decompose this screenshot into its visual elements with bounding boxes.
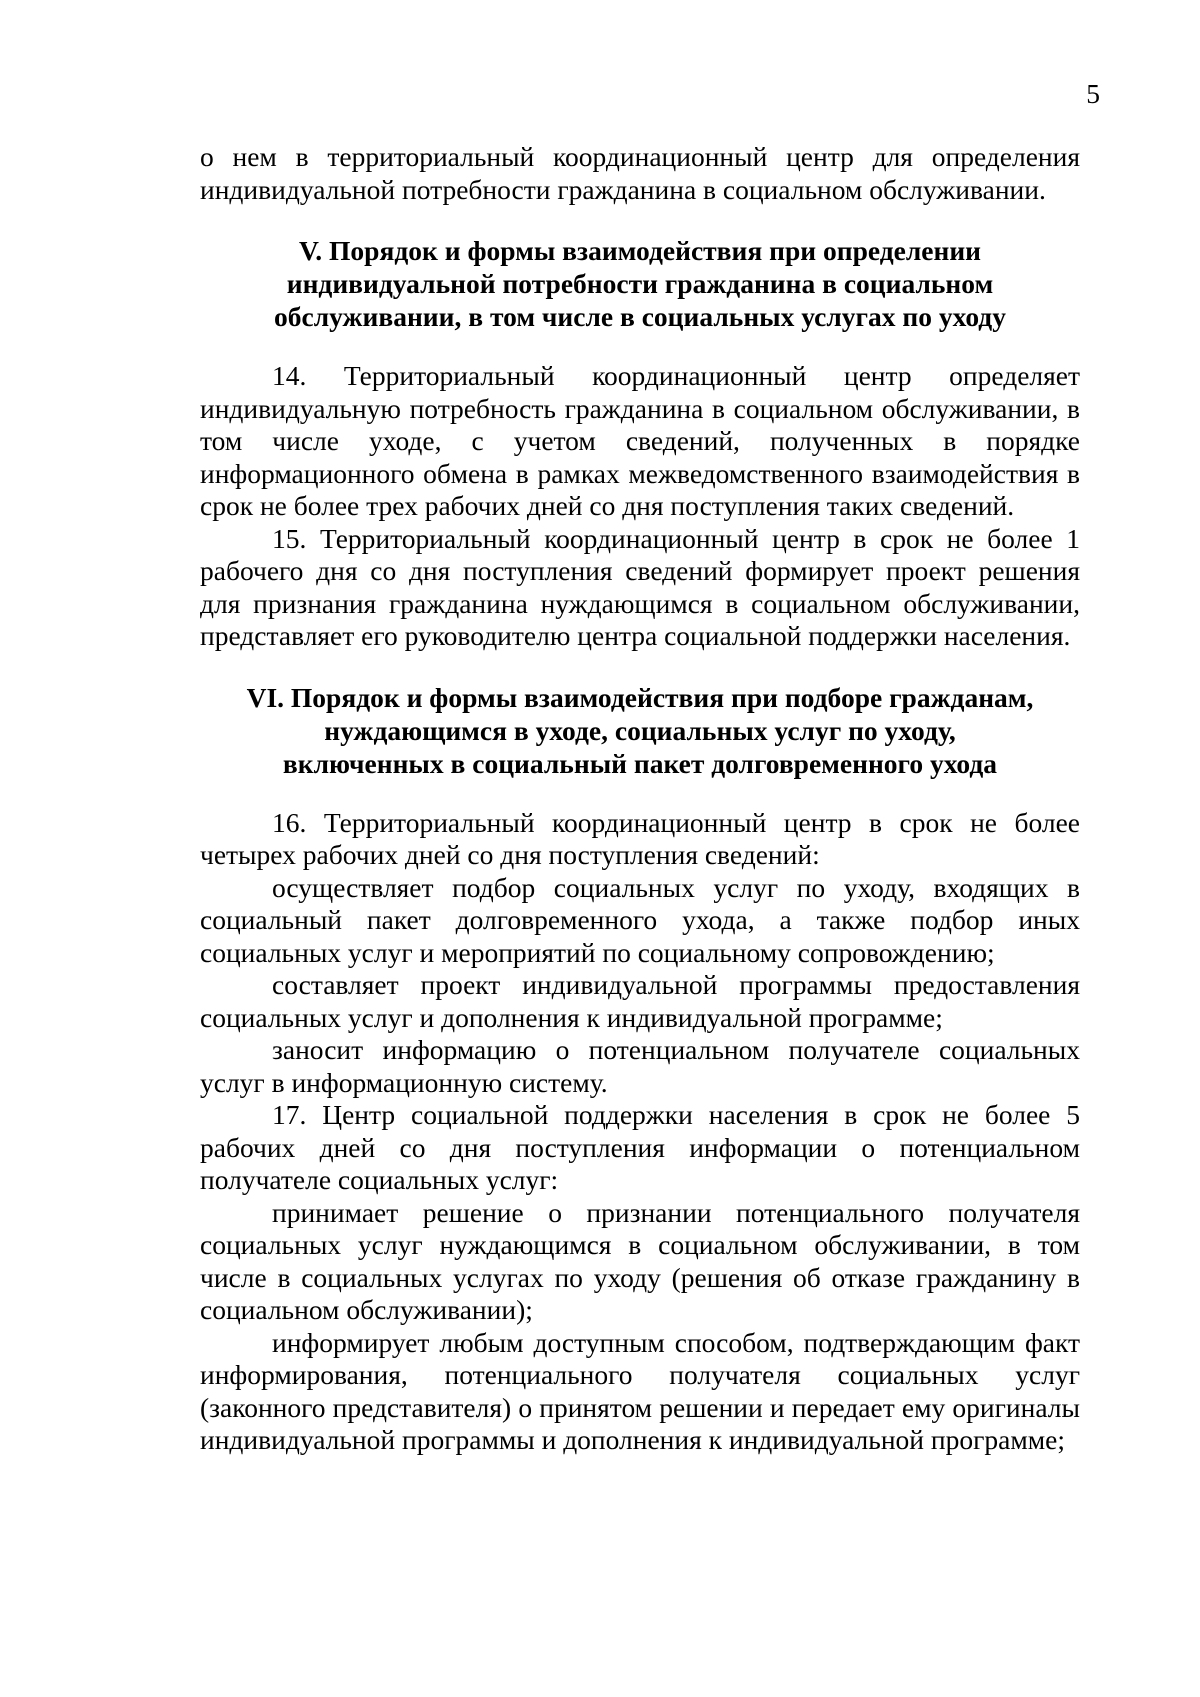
section-5-heading-line: обслуживании, в том числе в социальных услугах по уходу (274, 301, 1006, 332)
section-6-heading-line: нуждающимся в уходе, социальных услуг по уходу, (324, 714, 956, 746)
paragraph-17-item: принимает решение о признании потенциального получателя социальных услуг нуждающимся в социальном обслуживании, в том числе в социальных услугах по уходу (решения об отказе гражданину в социальном обслуживании); (200, 1196, 1080, 1325)
section-6-heading (200, 681, 1080, 780)
section-5-heading-line: индивидуальной потребности гражданина в социальном (286, 268, 994, 299)
paragraph-16-item: осуществляет подбор социальных услуг по уходу, входящих в социальный пакет долговременного ухода, а также подбор иных социальных услуг и мероприятий по социальному сопровождению; (200, 871, 1080, 968)
intro-paragraph: о нем в территориальный координационный центр для определения индивидуальной потребности гражданина в социальном обслуживании. (200, 141, 1080, 205)
section-5-heading-line: V. Порядок и формы взаимодействия при определении (298, 235, 982, 266)
page-number: 5 (1086, 78, 1100, 109)
section-5-heading (200, 234, 1080, 333)
document-body (200, 141, 1080, 1457)
paragraph-17-item: информирует любым доступным способом, подтверждающим факт информирования, потенциального получателя социальных услуг (законного представителя) о принятом решении и передает ему оригиналы индивидуальной программы и дополнения к индивидуальной программе; (200, 1326, 1080, 1455)
section-6-heading-line: включенных в социальный пакет долговременного ухода (282, 747, 998, 779)
paragraph-16: 16. Территориальный координационный центр в срок не более четырех рабочих дней со дня поступления сведений: (200, 806, 1080, 870)
paragraph-17: 17. Центр социальной поддержки населения в срок не более 5 рабочих дней со дня поступления информации о потенциальном получателе социальных услуг: (200, 1099, 1080, 1195)
paragraph-14: 14. Территориальный координационный центр определяет индивидуальную потребность гражданина в социальном обслуживании, в том числе уходе, с учетом сведений, полученных в порядке информационного обмена в рамках межведомственного взаимодействия в срок не более трех рабочих дней со дня поступления таких сведений. (200, 360, 1080, 521)
section-6-heading-line: VI. Порядок и формы взаимодействия при подборе гражданам, (246, 681, 1034, 713)
paragraph-16-item: составляет проект индивидуальной программы предоставления социальных услуг и дополнения к индивидуальной программе; (200, 969, 1080, 1033)
paragraph-15: 15. Территориальный координационный центр в срок не более 1 рабочего дня со дня поступления сведений формирует проект решения для признания гражданина нуждающимся в социальном обслуживании, представляет его руководителю центра социальной поддержки населения. (200, 522, 1080, 651)
paragraph-16-item: заносит информацию о потенциальном получателе социальных услуг в информационную систему. (200, 1034, 1080, 1098)
